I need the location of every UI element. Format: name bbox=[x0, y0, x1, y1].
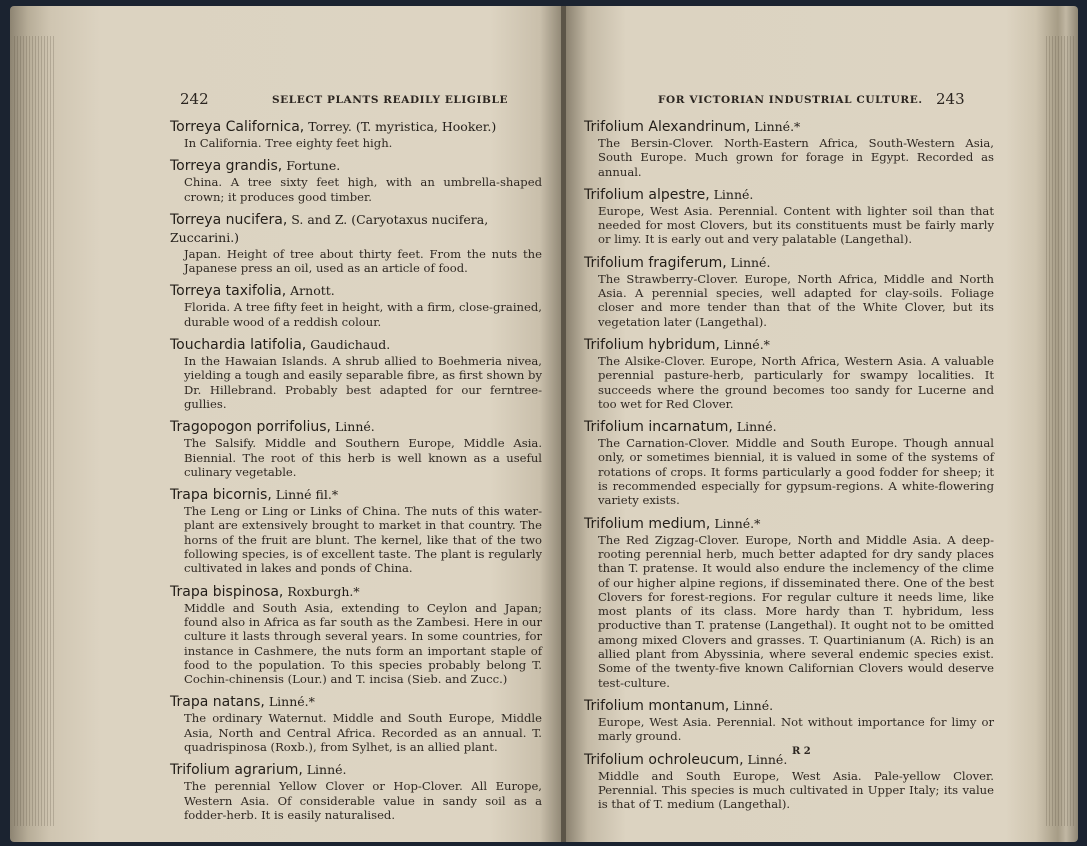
plant-name: Trifolium montanum, bbox=[584, 697, 730, 714]
plant-entry bbox=[584, 186, 994, 247]
plant-entry bbox=[170, 486, 542, 575]
plant-description: The ordinary Waternut. Middle and South Europe, Middle Asia, North and Central Africa. Recorded as an annual. T. quadrispinosa (Roxb.), from Sylhet, is an allied plant. bbox=[184, 711, 542, 755]
plant-heading bbox=[170, 157, 542, 175]
plant-name: Trifolium ochroleucum, bbox=[584, 751, 744, 768]
plant-entry bbox=[170, 211, 542, 276]
plant-authority: Linné. bbox=[732, 419, 777, 435]
plant-description: The Carnation-Clover. Middle and South Europe. Though annual only, or sometimes biennial, it is valued in some of the systems of rotations of crops. It forms particularly a good fodder for sheep; it is recommended especially for gypsum-regions. A white-flowering variety exists. bbox=[598, 436, 994, 508]
plant-name: Trifolium Alexandrinum, bbox=[584, 119, 751, 135]
plant-heading bbox=[170, 693, 542, 711]
plant-authority: Roxburgh.* bbox=[283, 583, 360, 599]
plant-authority: Linné.* bbox=[719, 336, 770, 352]
plant-authority: Linné. bbox=[331, 419, 375, 435]
plant-entry bbox=[584, 751, 994, 812]
plant-name: Touchardia latifolia, bbox=[170, 337, 307, 354]
plant-name: Trifolium hybridum, bbox=[584, 336, 720, 353]
plant-authority: Fortune. bbox=[282, 158, 341, 174]
left-column bbox=[170, 118, 542, 829]
plant-name: Torreya nucifera, bbox=[170, 211, 288, 228]
left-page bbox=[10, 6, 563, 842]
plant-description: In California. Tree eighty feet high. bbox=[184, 136, 393, 150]
plant-name: Trifolium alpestre, bbox=[584, 186, 710, 203]
plant-authority: Linné fil.* bbox=[271, 487, 339, 503]
plant-name: Trifolium medium, bbox=[584, 515, 711, 532]
plant-description: Europe, West Asia. Perennial. Not without importance for limy or marly ground. bbox=[598, 714, 994, 744]
plant-authority: Linné. bbox=[729, 697, 774, 713]
plant-authority: Arnott. bbox=[286, 283, 335, 299]
plant-heading bbox=[170, 583, 542, 601]
right-column bbox=[584, 118, 994, 818]
plant-heading bbox=[170, 118, 542, 136]
plant-name: Trapa bispinosa, bbox=[170, 583, 284, 600]
plant-entry bbox=[170, 157, 542, 204]
plant-description: The Alsike-Clover. Europe, North Africa, Western Asia. A valuable perennial pasture-herb, particularly for swampy localities. It succeeds where the ground becomes too sandy for Lucerne and too wet for Red Clover. bbox=[598, 353, 994, 411]
page-edges bbox=[1046, 36, 1074, 826]
plant-name: Tragopogon porrifolius, bbox=[170, 419, 332, 436]
left-page-number: 242 bbox=[180, 90, 209, 108]
right-page-number: 243 bbox=[936, 90, 965, 108]
plant-authority: Gaudichaud. bbox=[306, 337, 391, 353]
right-running-head: FOR VICTORIAN INDUSTRIAL CULTURE. bbox=[658, 94, 923, 106]
plant-heading bbox=[170, 336, 542, 354]
plant-authority: Linné. bbox=[709, 186, 754, 202]
page-edges bbox=[14, 36, 54, 826]
plant-entry bbox=[170, 336, 542, 411]
plant-authority: Linné. bbox=[726, 254, 771, 270]
plant-description: The Strawberry-Clover. Europe, North Africa, Middle and North Asia. A perennial species, well adapted for clay-soils. Foliage closer and more tender than that of the White Clover, but its vegetation later (Langethal). bbox=[598, 271, 994, 329]
plant-name: Trifolium incarnatum, bbox=[584, 419, 733, 436]
plant-entry bbox=[170, 693, 542, 754]
plant-heading bbox=[170, 418, 542, 436]
plant-heading bbox=[170, 761, 542, 779]
left-running-head: SELECT PLANTS READILY ELIGIBLE bbox=[272, 94, 509, 106]
right-page bbox=[566, 6, 1078, 842]
plant-name: Torreya grandis, bbox=[170, 158, 283, 175]
plant-entry bbox=[584, 418, 994, 507]
plant-description: China. A tree sixty feet high, with an umbrella-shaped crown; it produces good timber. bbox=[184, 175, 542, 204]
plant-entry bbox=[584, 336, 994, 411]
plant-entry bbox=[170, 282, 542, 329]
plant-entry bbox=[170, 418, 542, 479]
plant-authority: Linné. bbox=[743, 751, 788, 767]
plant-description: Middle and South Asia, extending to Ceylon and Japan; found also in Africa as far south as the Zambesi. Here in our culture it lasts through several years. In some countries, for instance in Cashmere, the nuts form an important staple of food to the population. To this species probably belong T. Cochin-chinensis (Lour.) and T. incisa (Sieb. and Zucc.) bbox=[184, 600, 542, 687]
plant-heading bbox=[170, 211, 542, 247]
plant-name: Torreya Californica, bbox=[170, 119, 305, 135]
plant-description: In the Hawaian Islands. A shrub allied to Boehmeria nivea, yielding a tough and easily separable fibre, as first shown by Dr. Hillebrand. Probably best adapted for our ferntree-gullies. bbox=[184, 354, 542, 411]
signature-mark: R 2 bbox=[792, 746, 811, 757]
plant-entry bbox=[584, 697, 994, 744]
plant-entry bbox=[584, 254, 994, 329]
plant-name: Trifolium fragiferum, bbox=[584, 254, 727, 271]
plant-description: The Salsify. Middle and Southern Europe, Middle Asia. Biennial. The root of this herb is well known as a useful culinary vegetable. bbox=[184, 436, 542, 479]
plant-description: Middle and South Europe, West Asia. Pale-yellow Clover. Perennial. This species is much cultivated in Upper Italy; its value is that of T. medium (Langethal). bbox=[598, 768, 994, 812]
plant-description: Europe, West Asia. Perennial. Content with lighter soil than that needed for most Clovers, but its constituents must be fairly marly or limy. It is early out and very palatable (Langethal). bbox=[598, 203, 994, 247]
plant-entry bbox=[584, 515, 994, 690]
plant-entry bbox=[170, 118, 542, 150]
plant-entry bbox=[170, 761, 542, 822]
plant-heading bbox=[584, 515, 994, 533]
plant-authority: Linné.* bbox=[264, 694, 315, 710]
plant-name: Trapa bicornis, bbox=[170, 487, 272, 504]
plant-heading bbox=[170, 486, 542, 504]
plant-heading bbox=[584, 186, 994, 204]
plant-description: The Red Zigzag-Clover. Europe, North and Middle Asia. A deep-rooting perennial herb, much better adapted for dry sandy places than T. pratense. It would also endure the inclemency of the clime of our higher alpine regions, if disseminated there. One of the best Clovers for forest-regions. For regular culture it needs lime, like most plants of its class. More hardy than T. hybridum, less productive than T. pratense (Langethal). It ought not to be omitted among mixed Clovers and grasses. T. Quartinianum (A. Rich) is an allied plant from Abyssinia, where several endemic species exist. Some of the twenty-five known Californian Clovers would deserve test-culture. bbox=[598, 532, 994, 690]
plant-heading bbox=[584, 254, 994, 272]
plant-name: Trifolium agrarium, bbox=[170, 762, 303, 779]
plant-authority: Linné.* bbox=[710, 515, 761, 531]
plant-authority: Torrey. (T. myristica, Hooker.) bbox=[304, 119, 497, 134]
plant-description: The perennial Yellow Clover or Hop-Clover. All Europe, Western Asia. Of considerable value in sandy soil as a fodder-herb. It is easily naturalised. bbox=[184, 779, 542, 822]
plant-heading bbox=[584, 336, 994, 354]
plant-heading bbox=[170, 282, 542, 300]
plant-heading bbox=[584, 751, 994, 769]
plant-authority: S. and Z. (Caryotaxus nucifera, Zuccarini.) bbox=[170, 211, 489, 245]
plant-entry bbox=[584, 118, 994, 179]
plant-description: The Bersin-Clover. North-Eastern Africa, South-Western Asia, South Europe. Much grown for forage in Egypt. Recorded as annual. bbox=[598, 136, 994, 179]
plant-authority: Linné. bbox=[302, 762, 347, 778]
plant-authority: Linné.* bbox=[750, 119, 801, 134]
plant-entry bbox=[170, 583, 542, 687]
plant-heading bbox=[584, 118, 994, 136]
plant-description: Japan. Height of tree about thirty feet. From the nuts the Japanese press an oil, used as an article of food. bbox=[184, 246, 542, 276]
plant-heading bbox=[584, 697, 994, 715]
plant-heading bbox=[584, 418, 994, 436]
open-book bbox=[10, 6, 1078, 842]
plant-name: Torreya taxifolia, bbox=[170, 283, 287, 300]
plant-description: The Leng or Ling or Links of China. The nuts of this water-plant are extensively brought to market in that country. The horns of the fruit are blunt. The kernel, like that of the two following species, is of excellent taste. The plant is regularly cultivated in lakes and ponds of China. bbox=[184, 504, 542, 576]
plant-description: Florida. A tree fifty feet in height, with a firm, close-grained, durable wood of a reddish colour. bbox=[184, 300, 542, 329]
plant-name: Trapa natans, bbox=[170, 694, 265, 711]
